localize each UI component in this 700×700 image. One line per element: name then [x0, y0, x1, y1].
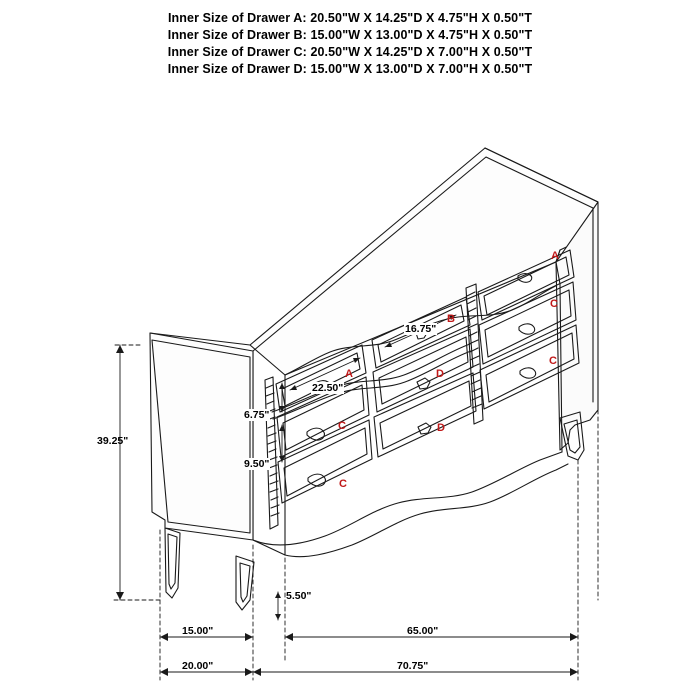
dim-drawer-b-width: 16.75"	[405, 323, 437, 335]
drawer-label-a-left: A	[345, 368, 353, 380]
drawer-label-d-center-upper: D	[436, 368, 444, 380]
dim-front-width: 65.00"	[407, 625, 439, 637]
drawer-label-c-right-lower: C	[549, 355, 557, 367]
dim-overall-width: 70.75"	[397, 660, 429, 672]
dim-overall-height: 39.25"	[97, 435, 129, 447]
drawer-label-b-center: B	[447, 313, 455, 325]
dim-leg-height: 5.50"	[286, 590, 312, 602]
spec-line-drawer-d: Inner Size of Drawer D: 15.00"W X 13.00"D X 7.00"H X 0.50"T	[167, 62, 533, 76]
spec-line-drawer-a: Inner Size of Drawer A: 20.50"W X 14.25"D X 4.75"H X 0.50"T	[167, 11, 532, 25]
dresser-left-side-panel	[150, 333, 253, 540]
spec-line-drawer-c: Inner Size of Drawer C: 20.50"W X 14.25"D X 7.00"H X 0.50"T	[167, 45, 533, 59]
spec-line-drawer-b: Inner Size of Drawer B: 15.00"W X 13.00"D X 4.75"H X 0.50"T	[167, 28, 533, 42]
dim-drawer-c-height: 9.50"	[244, 458, 270, 470]
dim-side-depth: 15.00"	[182, 625, 214, 637]
drawer-label-c-left-upper: C	[338, 420, 346, 432]
drawer-label-c-right-upper: C	[550, 298, 558, 310]
dim-drawer-a-height: 6.75"	[244, 409, 270, 421]
drawer-label-c-left-lower: C	[339, 478, 347, 490]
drawer-label-a-right: A	[551, 250, 559, 262]
dim-base-depth: 20.00"	[182, 660, 214, 672]
dresser-body-outline	[253, 344, 568, 557]
dim-drawer-a-width: 22.50"	[312, 382, 344, 394]
drawer-label-d-center-lower: D	[437, 422, 445, 434]
